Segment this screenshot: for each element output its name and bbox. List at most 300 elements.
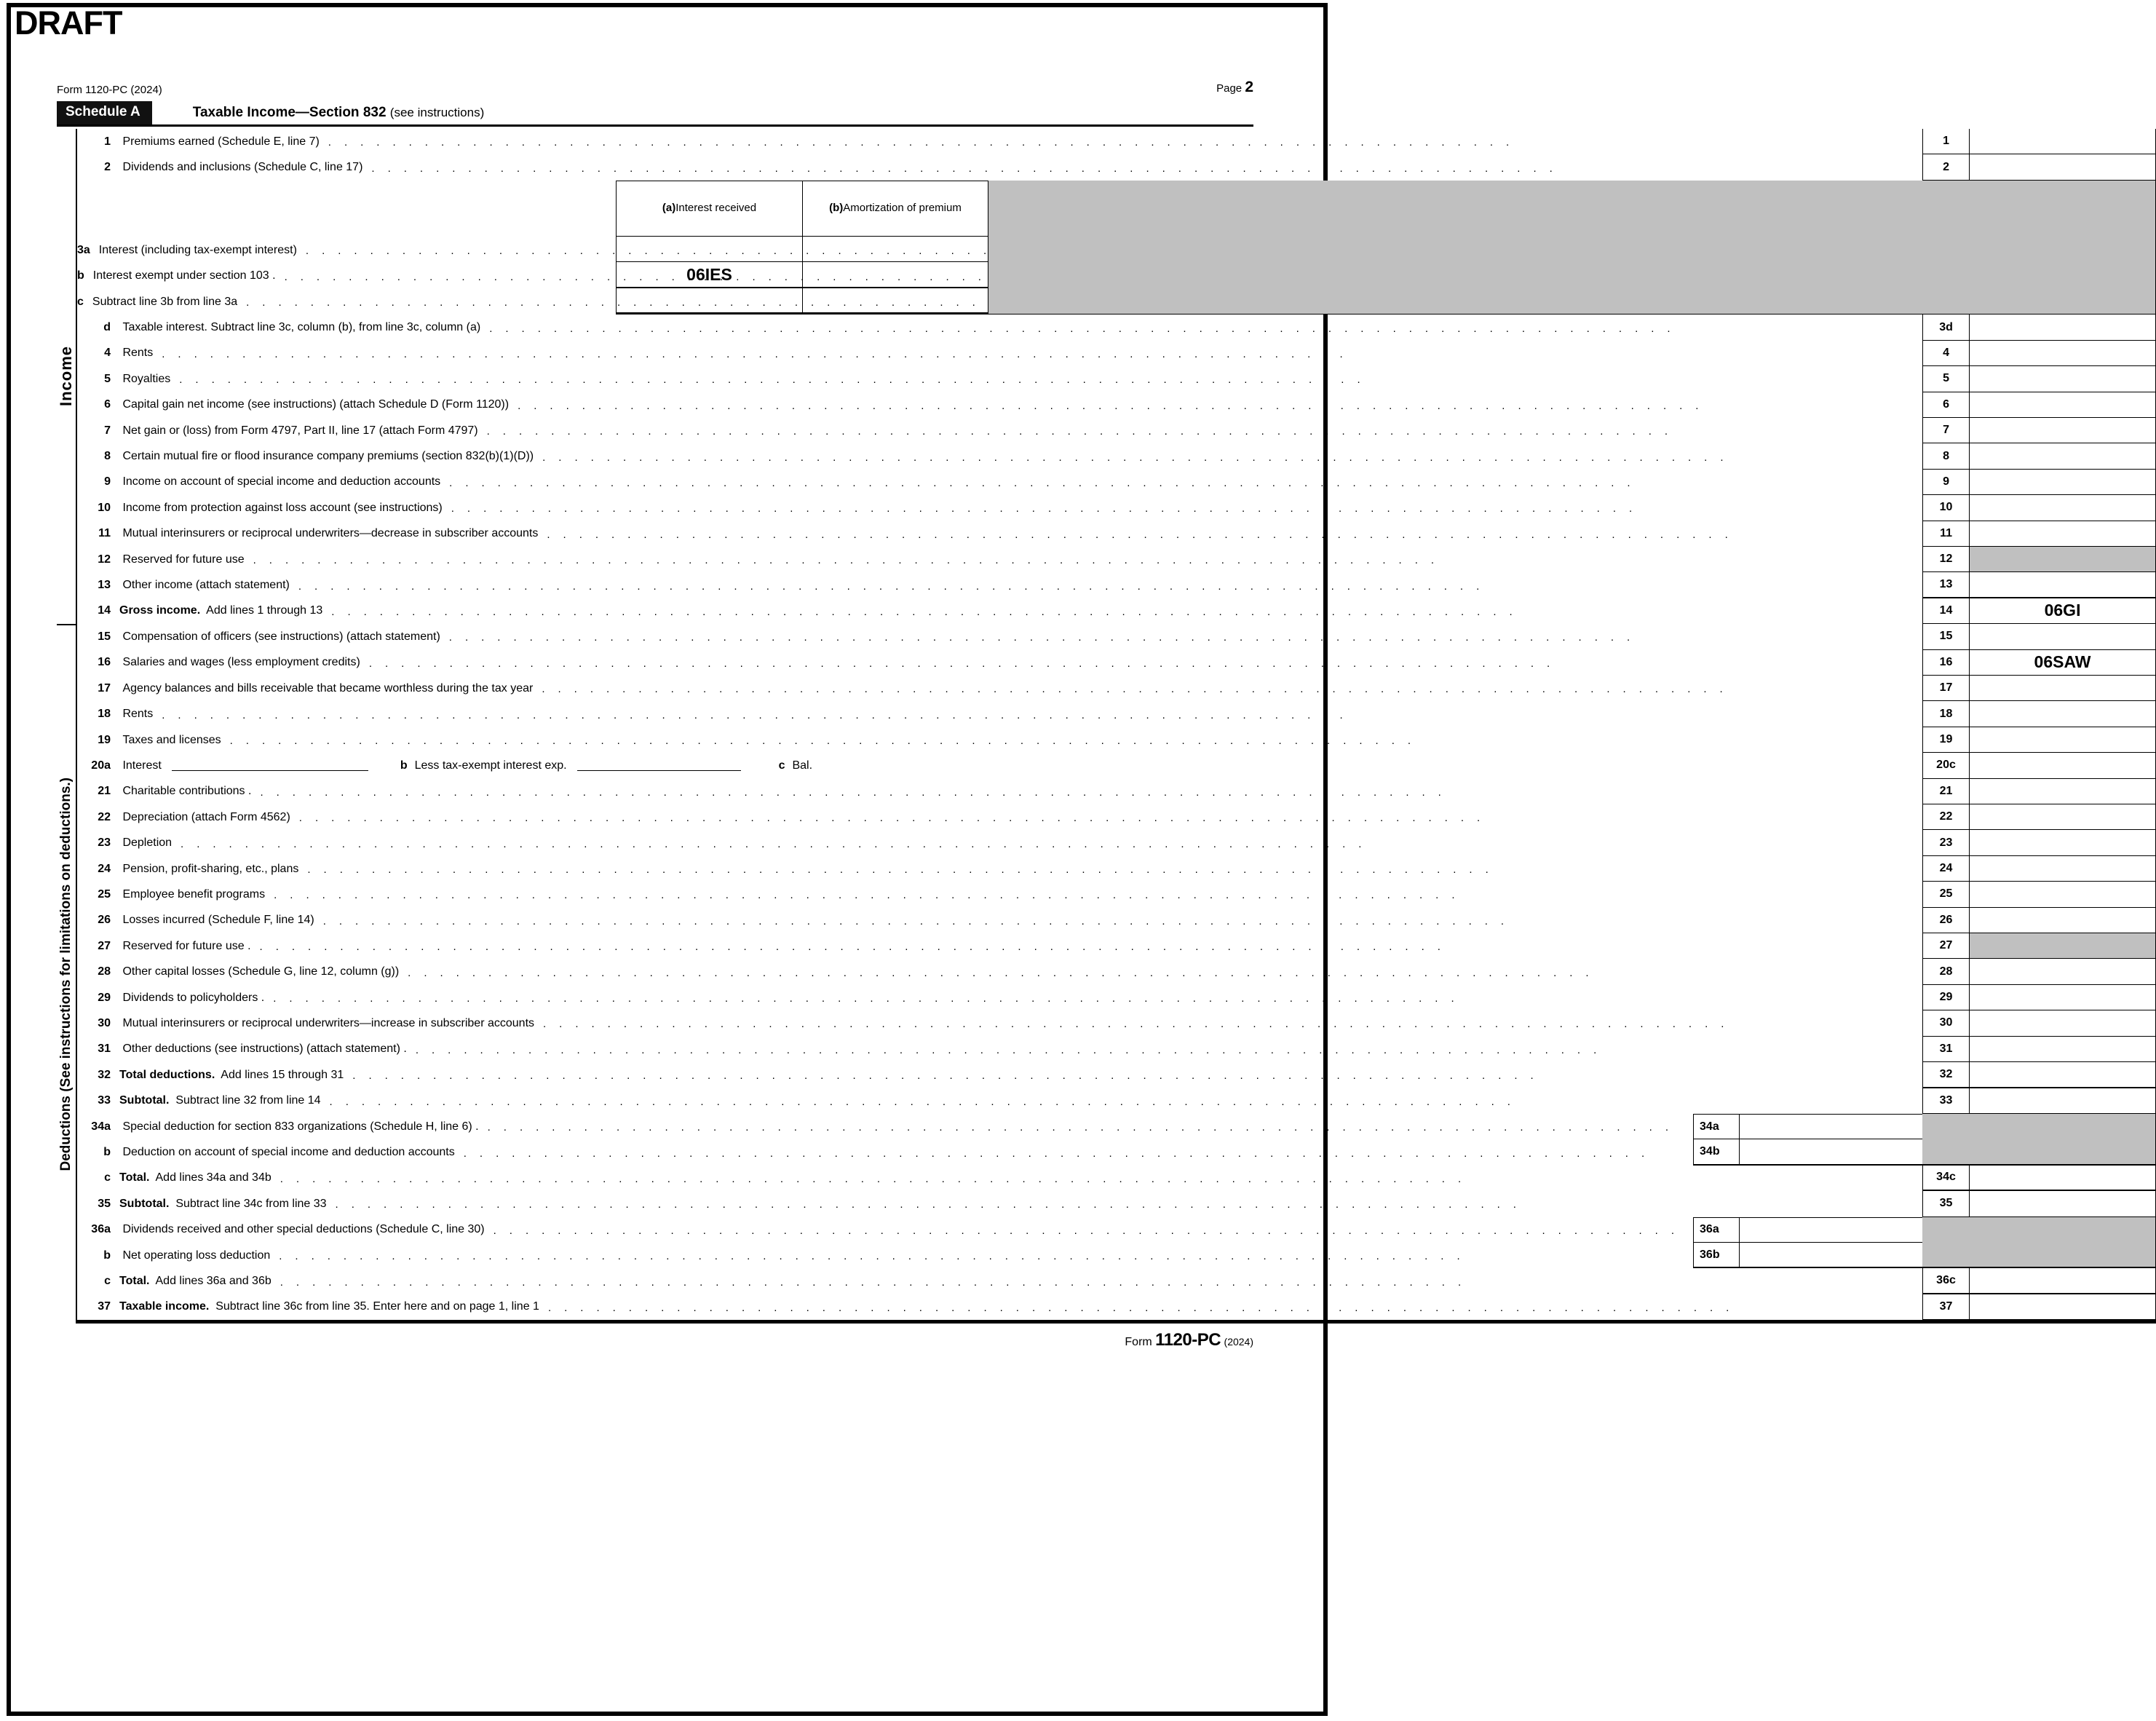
line-number: 22: [98, 810, 111, 823]
line-number: 25: [98, 887, 111, 901]
line-label: [119, 495, 1922, 521]
form-row-2: [77, 154, 2155, 180]
line-label-text: Depreciation (attach Form 4562): [119, 810, 290, 823]
line-ref-box: 7: [1922, 418, 1969, 443]
line-number: 27: [98, 939, 111, 952]
interest-amount-underline[interactable]: [172, 760, 368, 771]
amount-entry-box[interactable]: [1969, 624, 2155, 649]
line-label-text: Income on account of special income and deduction accounts: [119, 475, 441, 488]
dotted-leader: [542, 451, 1917, 464]
line-number: 2: [104, 161, 111, 174]
line-label-text: Depletion: [119, 836, 173, 850]
page-number: Page 2: [1216, 79, 1253, 95]
line-ref-box: 5: [1922, 366, 1969, 392]
interest-label: Interest: [119, 759, 162, 772]
dotted-leader: [489, 323, 1917, 335]
dotted-leader: [547, 529, 1917, 541]
line-label-text: Add lines 36a and 36b: [149, 1275, 272, 1288]
line-number: d: [103, 321, 111, 334]
dotted-leader: [273, 992, 1917, 1005]
form-row-32: [77, 1062, 2155, 1088]
line-label-text: Dividends and inclusions (Schedule C, line 17): [119, 161, 363, 174]
line-label: [119, 882, 1922, 907]
income-section-label-cell: [57, 129, 77, 625]
form-row-30: [77, 1010, 2155, 1036]
form-row-18: [77, 701, 2155, 727]
dotted-leader: [162, 348, 1917, 360]
line-label: [119, 908, 1922, 933]
dotted-leader: [323, 915, 1917, 927]
form-row-10: [77, 495, 2155, 521]
line-number: 17: [98, 681, 111, 695]
line-ref-box: 15: [1922, 624, 1969, 649]
line-number: 31: [98, 1043, 111, 1056]
line-label: [119, 341, 1922, 366]
section-sidebar: [57, 129, 77, 1324]
line-number: 35: [98, 1197, 111, 1210]
form-row-15: [77, 624, 2155, 649]
line-ref-box: 26: [1922, 908, 1969, 933]
line-label-text: Reserved for future use: [119, 553, 245, 566]
amount-entry-box[interactable]: [1969, 418, 2155, 443]
dotted-leader: [371, 162, 1917, 175]
line-ref-box: 12: [1922, 547, 1969, 572]
shaded-right-block: [1922, 1243, 2155, 1268]
amount-entry-box[interactable]: [1969, 1294, 2155, 1320]
line-ref-box: 37: [1922, 1294, 1969, 1320]
dotted-leader: [328, 136, 1917, 149]
line-label: [119, 1139, 1693, 1165]
tax-exempt-label: Less tax-exempt interest exp.: [414, 759, 567, 772]
line-label: [119, 443, 1922, 469]
form-row-26: [77, 908, 2155, 933]
line-ref-box: 32: [1922, 1062, 1969, 1088]
form-row-36c: [77, 1268, 2155, 1294]
amount-entry-box[interactable]: [1969, 392, 2155, 418]
form-row-20: [77, 753, 2155, 778]
form-row-3d: [77, 314, 2155, 340]
dotted-leader: [280, 1173, 1917, 1185]
dotted-leader: [336, 1198, 1917, 1211]
line-label-text: Interest (including tax-exempt interest): [98, 243, 297, 256]
amount-entry-box[interactable]: [1969, 1062, 2155, 1088]
inline-box-label: 34b: [1693, 1139, 1739, 1165]
line-ref-box: 8: [1922, 443, 1969, 469]
line-number: 7: [104, 424, 111, 437]
amortization-cell[interactable]: [802, 288, 988, 313]
line-ref-box: 14: [1922, 598, 1969, 624]
reserved-shaded-cell: [1969, 933, 2155, 959]
dotted-leader: [487, 425, 1917, 438]
line-number: 20a: [91, 759, 111, 772]
line-label: [119, 366, 1922, 392]
dotted-leader: [179, 373, 1917, 386]
draft-watermark: DRAFT: [15, 4, 122, 41]
amount-entry-box[interactable]: [1969, 701, 2155, 727]
line-ref-box: 28: [1922, 959, 1969, 984]
interest-subtable-header: [617, 181, 988, 237]
line-label-text: Rents: [119, 347, 154, 360]
line-number: 24: [98, 862, 111, 875]
form-row-17: [77, 676, 2155, 701]
interest-subtable-group: [77, 181, 2155, 315]
line-label-text: Compensation of officers (see instructions) (attach statement): [119, 630, 440, 643]
line-number: 9: [104, 475, 111, 488]
line-label-text: Royalties: [119, 372, 171, 385]
line-label-text: Other income (attach statement): [119, 579, 290, 592]
line-ref-box: 11: [1922, 521, 1969, 547]
amount-entry-box[interactable]: [1969, 1166, 2155, 1191]
schedule-name-badge: Schedule A: [57, 101, 152, 124]
line-number: 3a: [77, 243, 90, 256]
line-number: 23: [98, 836, 111, 850]
dotted-leader: [162, 709, 1917, 721]
line-ref-box: 22: [1922, 804, 1969, 830]
inline-entry-box: [1693, 1243, 1922, 1268]
line-label-text: Income from protection against loss account (see instructions): [119, 501, 443, 514]
line-label: [119, 1010, 1922, 1036]
dotted-leader: [307, 863, 1917, 876]
amount-entry-box[interactable]: [1969, 495, 2155, 521]
amount-entry-box[interactable]: [1969, 129, 2155, 154]
line-label-text: Other deductions (see instructions) (attach statement) .: [119, 1043, 407, 1056]
line-ref-box: 18: [1922, 701, 1969, 727]
reserved-shaded-cell: [1969, 547, 2155, 572]
line-number: 6: [104, 398, 111, 411]
dotted-leader: [230, 735, 1917, 747]
form-row-8: [77, 443, 2155, 469]
line-number: 5: [104, 372, 111, 385]
line-label: [119, 1062, 1922, 1088]
line-number: 12: [98, 553, 111, 566]
dotted-leader: [260, 786, 1917, 799]
line-ref-box: 35: [1922, 1191, 1969, 1216]
dotted-leader: [181, 838, 1917, 850]
line-ref-box: 13: [1922, 572, 1969, 598]
amount-entry-box[interactable]: [1969, 985, 2155, 1010]
dotted-leader: [542, 683, 1917, 695]
line-number: 19: [98, 733, 111, 746]
form-row-35: [77, 1191, 2155, 1216]
subtable-label-spacer: [119, 181, 616, 237]
interest-subtable-row: [617, 288, 988, 313]
form-row-31: [77, 1037, 2155, 1062]
line-label-text: Dividends to policyholders .: [119, 991, 265, 1004]
form-row-37: [77, 1294, 2155, 1320]
form-id-header: Form 1120-PC (2024): [57, 84, 162, 96]
line-label: [119, 933, 1922, 959]
dotted-leader: [253, 554, 1917, 566]
amount-entry-box[interactable]: [1969, 341, 2155, 366]
line-label-bold: Subtotal.: [119, 1094, 170, 1107]
amount-entry-box[interactable]: [1969, 830, 2155, 855]
line-ref-box: 34c: [1922, 1166, 1969, 1191]
schedule-a-body: [57, 129, 2091, 1324]
dotted-leader: [298, 580, 1917, 593]
inline-entry-box: [1693, 1217, 1922, 1243]
form-row-34a: [77, 1114, 2155, 1139]
amount-entry-box[interactable]: [1969, 521, 2155, 547]
form-row-21: [77, 779, 2155, 804]
line-label: [119, 779, 1922, 804]
line-ref-box: 23: [1922, 830, 1969, 855]
line-label-bold: Total deductions.: [119, 1068, 215, 1081]
amount-entry-box[interactable]: [1969, 856, 2155, 882]
form-row-1: [77, 129, 2155, 154]
inline-box-label: 36b: [1693, 1243, 1739, 1268]
line-label-text: Other capital losses (Schedule G, line 12, column (g)): [119, 965, 400, 978]
form-row-19: [77, 727, 2155, 753]
line-label-text: Agency balances and bills receivable that became worthless during the tax year: [119, 681, 534, 695]
deductions-section-label: Deductions (See instructions for limitations on deductions.): [58, 778, 74, 1171]
amount-entry-box[interactable]: [1969, 154, 2155, 180]
dotted-leader: [274, 889, 1917, 901]
dotted-leader: [548, 1302, 1917, 1314]
dotted-leader: [369, 657, 1917, 670]
line-ref-box: 19: [1922, 727, 1969, 753]
line-label: [119, 1166, 1922, 1191]
line-label-row: [77, 263, 616, 289]
dotted-leader: [449, 631, 1917, 644]
line-label: [119, 129, 1922, 154]
line-ref-box: 4: [1922, 341, 1969, 366]
line-label: [119, 624, 1922, 649]
dotted-leader: [279, 1250, 1687, 1262]
line-label: [119, 650, 1922, 676]
line-number: 32: [98, 1068, 111, 1081]
line-number: b: [103, 1146, 111, 1159]
amount-entry-box[interactable]: [1969, 882, 2155, 907]
amount-entry-box[interactable]: [1969, 908, 2155, 933]
form-row-7: [77, 418, 2155, 443]
line-label-text: Add lines 34a and 34b: [149, 1171, 272, 1184]
line-label: [119, 830, 1922, 855]
inline-box-value[interactable]: [1739, 1114, 1922, 1139]
line-label-text: Taxable interest. Subtract line 3c, column (b), from line 3c, column (a): [119, 321, 481, 334]
amortization-cell[interactable]: [802, 262, 988, 287]
inline-box-value[interactable]: [1739, 1217, 1922, 1243]
line-label-text: Mutual interinsurers or reciprocal underwriters—decrease in subscriber accounts: [119, 527, 539, 540]
interest-received-cell[interactable]: [617, 237, 802, 262]
line-label-interest: [119, 753, 1922, 778]
line-ref-box: 25: [1922, 882, 1969, 907]
line-label: [119, 470, 1922, 495]
line-label-bold: Total.: [119, 1275, 150, 1288]
line-ref-box: 36c: [1922, 1268, 1969, 1294]
line-label-text: Subtract line 34c from line 33: [169, 1197, 327, 1210]
line-ref-box: 16: [1922, 650, 1969, 676]
inline-box-label: 36a: [1693, 1217, 1739, 1243]
amount-entry-box[interactable]: [1969, 1088, 2155, 1114]
line-label-text: Net operating loss deduction: [119, 1249, 271, 1262]
form-row-22: [77, 804, 2155, 830]
line-number: c: [104, 1275, 111, 1288]
schedule-a-header-bar: [57, 100, 1253, 127]
form-row-9: [77, 470, 2155, 495]
line-ref-box: 2: [1922, 154, 1969, 180]
amount-entry-box[interactable]: [1969, 572, 2155, 598]
shaded-right-block: [1922, 1217, 2155, 1243]
line-label: [119, 598, 1922, 624]
line-label: [119, 521, 1922, 547]
line-label: [119, 676, 1922, 701]
interest-subtable-labels: [77, 181, 616, 315]
interest-subtable: [616, 181, 988, 315]
line-number: c: [104, 1171, 111, 1184]
line-number: 21: [98, 785, 111, 798]
line-number: 8: [104, 450, 111, 463]
form-row-11: [77, 521, 2155, 547]
line-number: 34a: [91, 1120, 111, 1133]
line-label: [119, 1114, 1693, 1139]
balance-label: Bal.: [792, 759, 813, 772]
line-ref-box: 3d: [1922, 314, 1969, 340]
line-number: 36a: [91, 1223, 111, 1236]
amount-entry-box[interactable]: [1969, 470, 2155, 495]
line-ref-box: 27: [1922, 933, 1969, 959]
line-label-text: Mutual interinsurers or reciprocal underwriters—increase in subscriber accounts: [119, 1016, 535, 1029]
inline-box-value[interactable]: [1739, 1243, 1922, 1268]
line-label: [119, 418, 1922, 443]
line-ref-box: 17: [1922, 676, 1969, 701]
line-ref-box: 10: [1922, 495, 1969, 521]
line-label-text: Taxes and licenses: [119, 733, 221, 746]
amount-entry-box[interactable]: [1969, 804, 2155, 830]
amount-entry-box[interactable]: [1969, 959, 2155, 984]
form-row-27: [77, 933, 2155, 959]
page-header: [57, 79, 1253, 96]
schedule-a-rows: [77, 129, 2156, 1324]
amount-entry-box[interactable]: [1969, 314, 2155, 340]
interest-received-cell[interactable]: 06IES: [686, 264, 732, 284]
amount-entry-box[interactable]: [1969, 1268, 2155, 1294]
line-label-text: Subtract line 36c from line 35. Enter here and on page 1, line 1: [209, 1300, 539, 1313]
line-number: b: [77, 269, 84, 282]
line-number: b: [103, 1249, 111, 1262]
form-row-29: [77, 985, 2155, 1010]
dotted-leader: [449, 477, 1917, 489]
line-label-text: Losses incurred (Schedule F, line 14): [119, 914, 314, 927]
line-number: c: [77, 295, 84, 308]
line-ref-box: 1: [1922, 129, 1969, 154]
line-label-text: Subtract line 32 from line 14: [169, 1094, 321, 1107]
shaded-right-block: [1922, 1139, 2155, 1165]
interest-subtable-row: [617, 262, 988, 288]
sub-c-label: c: [778, 759, 785, 772]
line-label: [119, 314, 1922, 340]
line-label-text: Add lines 1 through 13: [200, 604, 323, 617]
deductions-section-label-cell: [57, 625, 77, 1324]
dotted-leader: [518, 400, 1917, 412]
line-label-text: Net gain or (loss) from Form 4797, Part II, line 17 (attach Form 4797): [119, 424, 478, 437]
line-label-text: Rents: [119, 708, 154, 721]
line-label-row: [77, 237, 616, 264]
dotted-leader: [280, 1276, 1917, 1289]
amount-entry-box[interactable]: [1969, 1010, 2155, 1036]
line-label: [119, 1268, 1922, 1294]
dotted-leader: [330, 1096, 1917, 1108]
line-label-text: Salaries and wages (less employment credits): [119, 656, 360, 669]
amount-entry-box[interactable]: [1969, 779, 2155, 804]
inline-entry-box: [1693, 1114, 1922, 1139]
dotted-leader: [331, 606, 1917, 618]
line-ref-box: 31: [1922, 1037, 1969, 1062]
form-row-36a: [77, 1217, 2155, 1243]
col-b-header: (b) Amortization of premium: [802, 181, 988, 236]
form-row-4: [77, 341, 2155, 366]
amount-entry-box[interactable]: 06GI: [1969, 598, 2155, 624]
line-label-text: Deduction on account of special income and deduction accounts: [119, 1146, 455, 1159]
line-number: 26: [98, 914, 111, 927]
form-row-16: [77, 650, 2155, 676]
amount-entry-box[interactable]: [1969, 366, 2155, 392]
line-label-text: Charitable contributions .: [119, 785, 252, 798]
line-label: [119, 856, 1922, 882]
line-label: [119, 701, 1922, 727]
line-number: 15: [98, 630, 111, 643]
line-label-text: Interest exempt under section 103 .: [92, 269, 276, 282]
line-label-text: Dividends received and other special deductions (Schedule C, line 30): [119, 1223, 485, 1236]
sub-b-label: b: [400, 759, 408, 772]
amount-entry-box[interactable]: 06SAW: [1969, 650, 2155, 676]
inline-box-label: 34a: [1693, 1114, 1739, 1139]
dotted-leader: [408, 967, 1917, 979]
form-row-6: [77, 392, 2155, 418]
amount-entry-box[interactable]: [1969, 676, 2155, 701]
line-number: 37: [98, 1300, 111, 1313]
amount-entry-box[interactable]: [1969, 1037, 2155, 1062]
tax-exempt-underline[interactable]: [577, 760, 741, 771]
dotted-leader: [352, 1069, 1917, 1082]
inline-box-value[interactable]: [1739, 1139, 1922, 1165]
line-label-text: Employee benefit programs: [119, 887, 266, 901]
line-label: [119, 1088, 1922, 1114]
amount-entry-box[interactable]: [1969, 753, 2155, 778]
shaded-right-block: [1922, 1114, 2155, 1139]
form-row-23: [77, 830, 2155, 855]
interest-received-cell[interactable]: [617, 288, 802, 313]
page-footer: Form 1120-PC (2024): [1125, 1330, 1253, 1350]
line-label: [119, 804, 1922, 830]
amount-entry-box[interactable]: [1969, 443, 2155, 469]
line-label-bold: Total.: [119, 1171, 150, 1184]
line-label: [119, 959, 1922, 984]
amortization-cell[interactable]: [802, 237, 988, 262]
line-label-text: Pension, profit-sharing, etc., plans: [119, 862, 299, 875]
line-label: [119, 1217, 1693, 1243]
line-ref-box: 33: [1922, 1088, 1969, 1114]
amount-entry-box[interactable]: [1969, 1191, 2155, 1216]
amount-entry-box[interactable]: [1969, 727, 2155, 753]
form-row-5: [77, 366, 2155, 392]
line-label-text: Premiums earned (Schedule E, line 7): [119, 135, 320, 148]
line-label: [119, 1243, 1693, 1268]
form-row-24: [77, 856, 2155, 882]
line-label: [119, 1191, 1922, 1216]
line-label: [119, 572, 1922, 598]
line-label-bold: Gross income.: [119, 604, 201, 617]
line-label-bold: Subtotal.: [119, 1197, 170, 1210]
form-row-14: [77, 598, 2155, 624]
line-number: 4: [104, 347, 111, 360]
line-label: [119, 547, 1922, 572]
line-label: [119, 1294, 1922, 1320]
dotted-leader: [299, 812, 1917, 824]
line-label: [119, 985, 1922, 1010]
dotted-leader: [451, 502, 1917, 515]
inline-entry-box: [1693, 1139, 1922, 1165]
interest-subtable-row: [617, 237, 988, 263]
